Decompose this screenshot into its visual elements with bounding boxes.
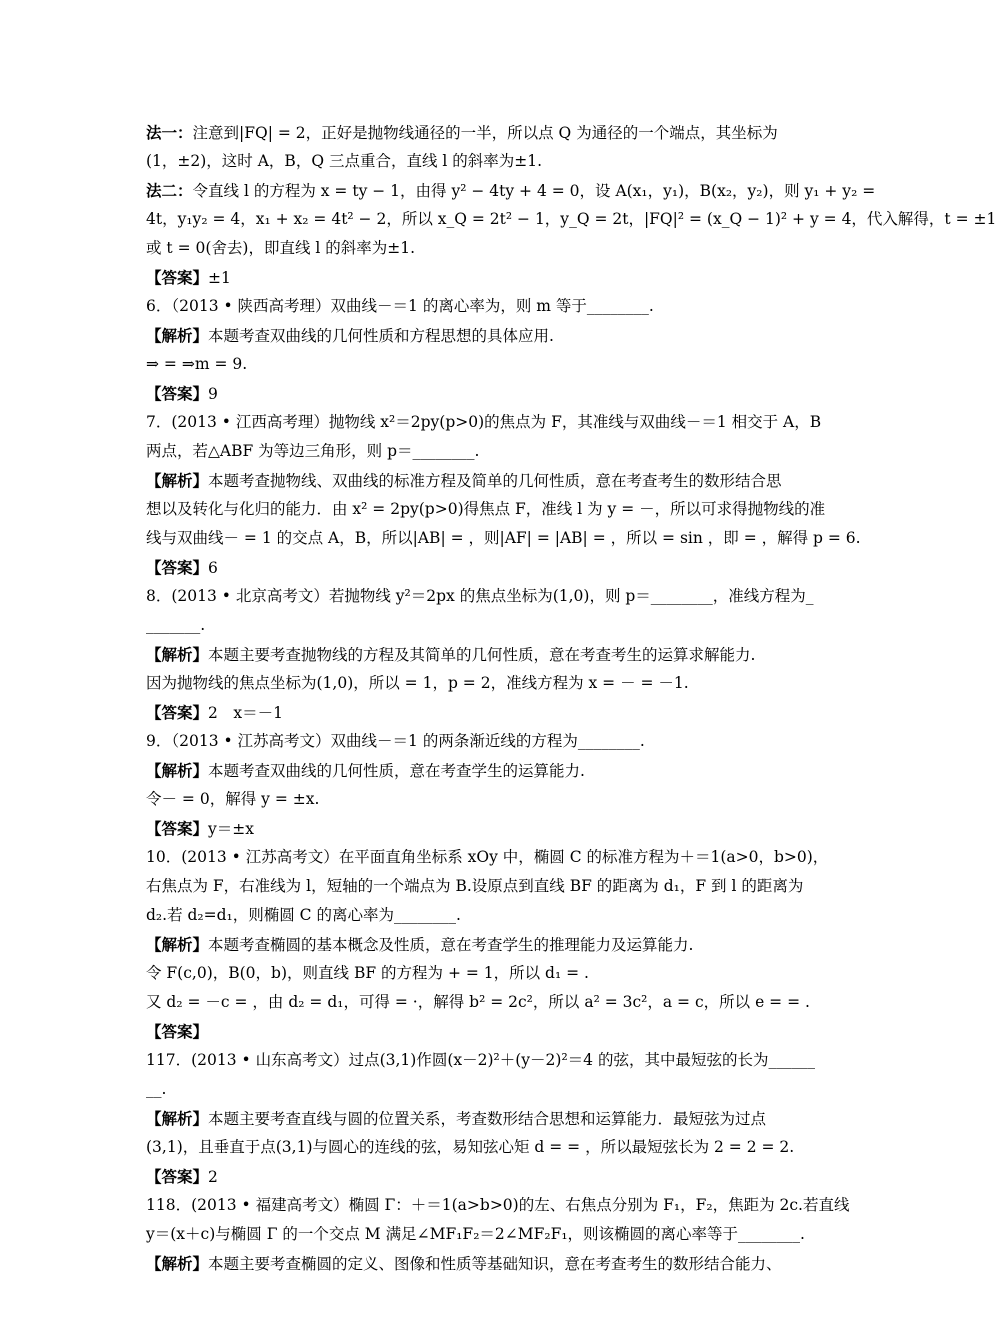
line-text: y＝(x＋c)与椭圆 Γ 的一个交点 M 满足∠MF₁F₂＝2∠MF₂F₁，则该椭圆的离心率等于________.	[146, 1225, 805, 1243]
text-line	[146, 466, 810, 495]
text-line	[146, 1249, 810, 1278]
text-line	[146, 988, 810, 1017]
text-line	[146, 350, 810, 379]
line-text: 本题主要考查椭圆的定义、图像和性质等基础知识，意在考查考生的数形结合能力、	[208, 1255, 782, 1273]
line-text: 9．（2013 • 江苏高考文）双曲线－＝1 的两条渐近线的方程为________.	[146, 732, 645, 750]
line-text: 4t，y₁y₂ = 4，x₁ + x₂ = 4t² − 2，所以 x_Q = 2t² − 1，y_Q = 2t，|FQ|² = (x_Q − 1)² + y = 4，代入解得，t = ±1	[146, 210, 996, 228]
line-lead: 【答案】	[146, 384, 209, 403]
line-text: 9	[208, 385, 218, 403]
text-line	[146, 1191, 850, 1220]
line-lead: 【解析】	[146, 761, 209, 780]
line-text: 线与双曲线－ = 1 的交点 A，B，所以|AB| = ，则|AF| = |AB| = ，所以 = sin ，即 = ，解得 p = 6.	[146, 529, 861, 547]
line-text: 10．(2013 • 江苏高考文）在平面直角坐标系 xOy 中，椭圆 C 的标准方程为＋＝1(a>0，b>0)，	[146, 848, 829, 866]
line-text: 7．(2013 • 江西高考理）抛物线 x²＝2py(p>0)的焦点为 F，其准线与双曲线－＝1 相交于 A，B	[146, 413, 822, 431]
document-body	[146, 118, 996, 1278]
line-lead: 【答案】	[146, 819, 209, 838]
text-line	[146, 292, 810, 321]
line-text: 2	[208, 1168, 218, 1186]
line-text: 本题考查双曲线的几何性质，意在考查学生的运算能力.	[208, 762, 585, 780]
line-text: 118．(2013 • 福建高考文）椭圆 Γ：＋＝1(a>b>0)的左、右焦点分别为 F₁，F₂，焦距为 2c.若直线	[146, 1196, 850, 1214]
line-text: (1，±2)，这时 A，B，Q 三点重合，直线 l 的斜率为±1.	[146, 152, 543, 170]
line-text: 令直线 l 的方程为 x = ty − 1，由得 y² − 4ty + 4 = 0，设 A(x₁，y₁)，B(x₂，y₂)，则 y₁ + y₂ =	[192, 182, 876, 200]
text-line	[146, 524, 861, 553]
text-line	[146, 176, 876, 205]
text-line	[146, 611, 810, 640]
line-lead: 【答案】	[146, 703, 209, 722]
text-line	[146, 1017, 810, 1046]
text-line	[146, 263, 810, 292]
text-line	[146, 321, 810, 350]
line-text: 两点，若△ABF 为等边三角形，则 p＝________.	[146, 442, 480, 460]
line-lead: 【解析】	[146, 471, 209, 490]
line-lead: 法二：	[146, 181, 193, 200]
text-line	[146, 379, 810, 408]
line-lead: 【答案】	[146, 1022, 209, 1041]
line-text: 本题考查抛物线、双曲线的标准方程及简单的几何性质，意在考查考生的数形结合思	[208, 472, 782, 490]
line-lead: 【答案】	[146, 558, 209, 577]
line-lead: 【解析】	[146, 1109, 209, 1128]
text-line	[146, 1220, 810, 1249]
text-line	[146, 756, 810, 785]
line-text: 117．(2013 • 山东高考文）过点(3,1)作圆(x－2)²＋(y－2)²＝4 的弦，其中最短弦的长为______	[146, 1051, 815, 1069]
text-line	[146, 582, 814, 611]
text-line	[146, 437, 810, 466]
line-lead: 【解析】	[146, 1254, 209, 1273]
line-text: (3,1)，且垂直于点(3,1)与圆心的连线的弦，易知弦心矩 d = = ，所以最短弦长为 2 = 2 = 2.	[146, 1138, 795, 1156]
line-text: __.	[146, 1080, 167, 1098]
text-line	[146, 698, 810, 727]
text-line	[146, 234, 810, 263]
text-line	[146, 785, 810, 814]
line-lead: 【解析】	[146, 326, 209, 345]
text-line	[146, 1046, 815, 1075]
line-text: 8．(2013 • 北京高考文）若抛物线 y²＝2px 的焦点坐标为(1,0)，则 p＝________，准线方程为_	[146, 587, 814, 605]
line-text: 本题考查双曲线的几何性质和方程思想的具体应用.	[208, 327, 554, 345]
line-text: 本题考查椭圆的基本概念及性质，意在考查学生的推理能力及运算能力.	[208, 936, 694, 954]
line-text: 6．（2013 • 陕西高考理）双曲线－＝1 的离心率为，则 m 等于________.	[146, 297, 654, 315]
text-line	[146, 1162, 810, 1191]
line-text: y＝±x	[208, 820, 255, 838]
line-text: ⇒ = ⇒m = 9.	[146, 355, 248, 373]
line-text: 或 t = 0(舍去)，即直线 l 的斜率为±1.	[146, 239, 416, 257]
text-line	[146, 669, 810, 698]
line-text: 又 d₂ = －c = ，由 d₂ = d₁，可得 = ·，解得 b² = 2c²，所以 a² = 3c²，a = c，所以 e = = .	[146, 993, 810, 1011]
line-lead: 法一：	[146, 123, 193, 142]
text-line	[146, 1075, 810, 1104]
line-text: 右焦点为 F，右准线为 l，短轴的一个端点为 B.设原点到直线 BF 的距离为 d₁，F 到 l 的距离为	[146, 877, 804, 895]
line-text: 因为抛物线的焦点坐标为(1,0)，所以 = 1，p = 2，准线方程为 x = － = －1.	[146, 674, 689, 692]
text-line	[146, 118, 810, 147]
text-line	[146, 553, 810, 582]
text-line	[146, 640, 810, 669]
text-line	[146, 408, 822, 437]
line-text: 本题主要考查直线与圆的位置关系，考查数形结合思想和运算能力．最短弦为过点	[208, 1110, 767, 1128]
line-text: _______.	[146, 616, 206, 634]
text-line	[146, 1133, 810, 1162]
text-line	[146, 205, 996, 234]
line-lead: 【解析】	[146, 645, 209, 664]
text-line	[146, 1104, 810, 1133]
text-line	[146, 843, 829, 872]
text-line	[146, 959, 810, 988]
line-text: 本题主要考查抛物线的方程及其简单的几何性质，意在考查考生的运算求解能力.	[208, 646, 756, 664]
text-line	[146, 872, 810, 901]
text-line	[146, 727, 810, 756]
line-lead: 【答案】	[146, 1167, 209, 1186]
line-lead: 【解析】	[146, 935, 209, 954]
text-line	[146, 901, 810, 930]
line-text: ±1	[208, 269, 231, 287]
text-line	[146, 930, 810, 959]
line-text: 想以及转化与化归的能力．由 x² = 2py(p>0)得焦点 F，准线 l 为 y = －，所以可求得抛物线的准	[146, 500, 826, 518]
text-line	[146, 147, 810, 176]
line-text: 2 x＝－1	[208, 704, 283, 722]
text-line	[146, 814, 810, 843]
text-line	[146, 495, 826, 524]
line-text: 令－ = 0，解得 y = ±x.	[146, 790, 320, 808]
line-text: d₂.若 d₂=d₁，则椭圆 C 的离心率为________.	[146, 906, 461, 924]
line-text: 注意到|FQ| = 2，正好是抛物线通径的一半，所以点 Q 为通径的一个端点，其坐标为	[192, 124, 778, 142]
line-text: 令 F(c,0)，B(0，b)，则直线 BF 的方程为 + = 1，所以 d₁ = .	[146, 964, 589, 982]
line-text: 6	[208, 559, 218, 577]
line-lead: 【答案】	[146, 268, 209, 287]
